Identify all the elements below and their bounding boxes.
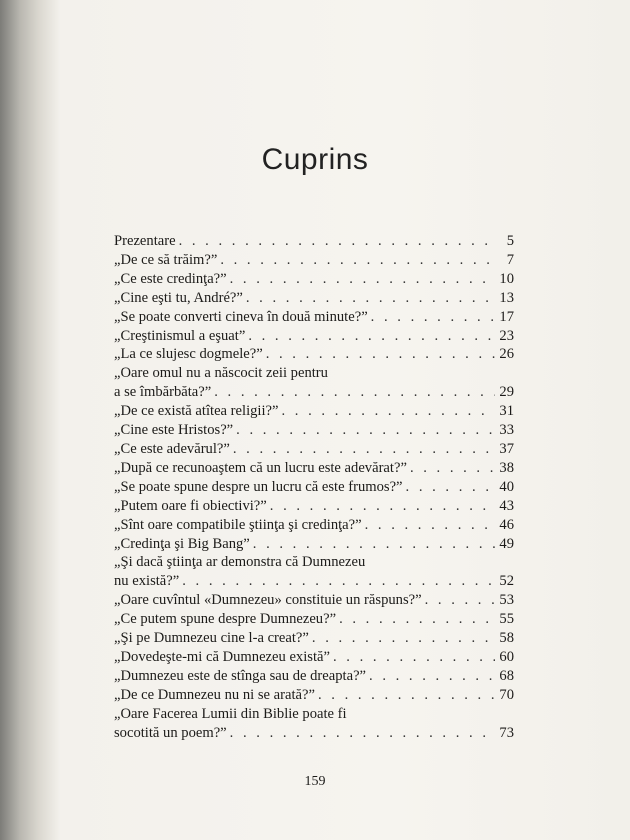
toc-page-number: 23 <box>499 327 514 344</box>
toc-entry-label: „Ce este adevărul?” <box>114 440 230 457</box>
toc-page-number: 73 <box>499 724 514 741</box>
toc-page-number: 52 <box>499 573 514 590</box>
toc-page-number: 38 <box>499 459 514 476</box>
toc-entry <box>114 497 514 516</box>
toc-leader-dots <box>270 497 495 516</box>
toc-entry-label: „Creştinismul a eşuat” <box>114 327 246 344</box>
toc-entry-label: „Oare cuvîntul «Dumnezeu» constituie un răspuns?” <box>114 592 422 609</box>
toc-entry <box>114 648 514 667</box>
toc-page-number: 49 <box>499 535 514 552</box>
toc-leader-dots <box>371 308 495 327</box>
toc-entry <box>114 289 514 308</box>
toc-entry-label: „Ce putem spune despre Dumnezeu?” <box>114 611 337 628</box>
toc-leader-dots <box>318 686 495 705</box>
toc-leader-dots <box>233 440 495 459</box>
toc-leader-dots <box>253 535 495 554</box>
toc-page-number: 58 <box>499 630 514 647</box>
toc-leader-dots <box>339 610 495 629</box>
toc-entry-label: „Dovedeşte-mi că Dumnezeu există” <box>114 648 330 665</box>
toc-entry-label: „Putem oare fi obiectivi?” <box>114 497 267 514</box>
toc-page-number: 29 <box>499 384 514 401</box>
toc-entry-label: „Cine eşti tu, André?” <box>114 289 243 306</box>
toc-entry <box>114 516 514 535</box>
toc-page-number: 60 <box>499 648 514 665</box>
toc-leader-dots <box>365 516 495 535</box>
toc-entry-label: „De ce Dumnezeu nu ni se arată?” <box>114 686 315 703</box>
toc-entry <box>114 591 514 610</box>
toc-page-number: 26 <box>499 346 514 363</box>
toc-entry-label: nu există?” <box>114 573 180 590</box>
toc-page-number: 5 <box>506 233 514 249</box>
toc-entry <box>114 251 514 270</box>
toc-leader-dots <box>406 478 495 497</box>
toc-entry-label: a se îmbărbăta?” <box>114 384 212 401</box>
toc-entry-label: „Se poate spune despre un lucru că este frumos?” <box>114 478 403 495</box>
toc-entry <box>114 686 514 705</box>
toc-leader-dots <box>246 289 495 308</box>
toc-entry <box>114 478 514 497</box>
toc-entry-label: „Sînt oare compatibile ştiinţa şi credinţa?” <box>114 516 362 533</box>
toc-entry <box>114 345 514 364</box>
toc-entry-label: „Şi pe Dumnezeu cine l-a creat?” <box>114 630 309 647</box>
toc-entry-line: „Oare Facerea Lumii din Biblie poate fi <box>114 705 347 722</box>
toc-entry <box>114 459 514 478</box>
toc-entry <box>114 232 514 251</box>
spine-shadow <box>0 0 38 840</box>
toc-entry-label: „Credinţa şi Big Bang” <box>114 535 250 552</box>
toc-entry <box>114 667 514 686</box>
toc-page-number: 68 <box>499 667 514 684</box>
toc-page-number: 31 <box>499 403 514 420</box>
toc-entry-line: „Oare omul nu a născocit zeii pentru <box>114 365 328 382</box>
toc-entry-label: „Cine este Hristos?” <box>114 422 234 439</box>
toc-entry <box>114 629 514 648</box>
toc-leader-dots <box>425 591 495 610</box>
toc-leader-dots <box>248 327 495 346</box>
toc-entry-label: „Dumnezeu este de stînga sau de dreapta?” <box>114 667 367 684</box>
toc-entry <box>114 383 514 402</box>
toc-page-number: 46 <box>499 516 514 533</box>
toc-entry <box>114 535 514 554</box>
toc-page-number: 13 <box>499 289 514 306</box>
page-title: Cuprins <box>261 143 369 176</box>
toc-leader-dots <box>282 402 496 421</box>
toc-entry-line: „Şi dacă ştiinţa ar demonstra că Dumnezeu <box>114 554 366 571</box>
toc-page-number: 7 <box>506 251 514 268</box>
toc-leader-dots <box>182 572 495 591</box>
toc-entry-label: Prezentare <box>114 233 176 249</box>
toc-entry <box>114 724 514 743</box>
toc-entry <box>114 308 514 327</box>
toc-page-number: 53 <box>499 592 514 609</box>
toc-leader-dots <box>410 459 495 478</box>
toc-leader-dots <box>266 345 495 364</box>
toc-page-number: 70 <box>499 686 514 703</box>
toc-entry <box>114 572 514 591</box>
toc-entry <box>114 270 514 289</box>
toc-entry-label: „Ce este credinţa?” <box>114 270 227 287</box>
toc-leader-dots <box>220 251 495 270</box>
toc-leader-dots <box>333 648 495 667</box>
toc-entry <box>114 440 514 459</box>
toc-entry-label: „Se poate converti cineva în două minute?” <box>114 308 368 325</box>
table-of-contents <box>114 232 514 742</box>
toc-entry-label: socotită un poem?” <box>114 724 227 741</box>
toc-leader-dots <box>230 270 495 289</box>
toc-entry <box>114 610 514 629</box>
toc-leader-dots <box>179 232 495 251</box>
toc-entry <box>114 421 514 440</box>
toc-leader-dots <box>214 383 495 402</box>
toc-page-number: 37 <box>499 440 514 457</box>
toc-entry <box>114 327 514 346</box>
toc-entry <box>114 402 514 421</box>
toc-entry-label: „După ce recunoaştem că un lucru este adevărat?” <box>114 459 407 476</box>
toc-page-number: 55 <box>499 611 514 628</box>
toc-page-number: 33 <box>499 422 514 439</box>
toc-page-number: 10 <box>499 270 514 287</box>
toc-leader-dots <box>312 629 495 648</box>
toc-leader-dots <box>230 724 495 743</box>
toc-leader-dots <box>369 667 495 686</box>
toc-entry-label: „De ce să trăim?” <box>114 251 218 268</box>
toc-entry-label: „De ce există atîtea religii?” <box>114 403 279 420</box>
toc-page-number: 40 <box>499 478 514 495</box>
toc-page-number: 43 <box>499 497 514 514</box>
page-number: 159 <box>304 774 326 789</box>
toc-page-number: 17 <box>499 308 514 325</box>
toc-entry-label: „La ce slujesc dogmele?” <box>114 346 263 363</box>
toc-leader-dots <box>236 421 495 440</box>
